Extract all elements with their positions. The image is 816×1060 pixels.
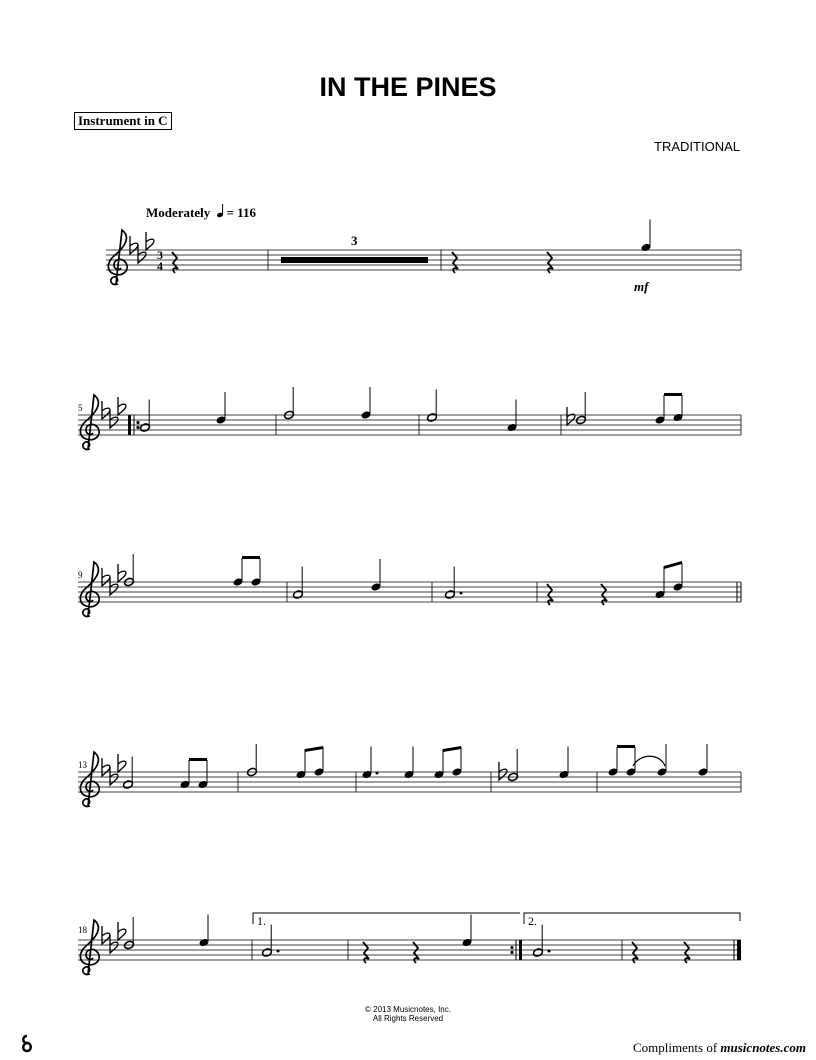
dotted-half-note [532, 925, 550, 958]
note [426, 390, 437, 423]
eighth-note-pair [433, 746, 462, 779]
svg-text:4: 4 [157, 259, 163, 273]
svg-text:1.: 1. [257, 914, 266, 928]
key-signature [102, 564, 126, 595]
note [558, 747, 569, 780]
eighth-note-pair [179, 758, 208, 789]
measure-number: 5 [78, 403, 83, 413]
key-signature [102, 754, 126, 785]
tempo-value: = 116 [226, 205, 256, 220]
measure-number: 9 [78, 570, 83, 580]
first-ending [253, 913, 520, 928]
staff-system-5 [78, 913, 741, 974]
measure-number: 18 [78, 925, 87, 935]
note [215, 392, 226, 425]
note [292, 567, 303, 600]
staff-system-1 [106, 220, 741, 295]
note [697, 744, 708, 777]
treble-clef-icon [80, 562, 99, 616]
musicnotes-logo-icon [20, 1034, 34, 1060]
treble-clef-icon [108, 230, 127, 284]
copyright-line-2: All Rights Reserved [372, 1014, 444, 1023]
eighth-note-pair [295, 746, 324, 779]
staff-system-4 [78, 744, 741, 806]
key-signature [102, 922, 126, 953]
dotted-eighth-note [361, 747, 378, 780]
note [360, 387, 371, 420]
eighth-note-pair [654, 561, 683, 599]
note [461, 915, 472, 948]
note [506, 400, 517, 433]
svg-text:3: 3 [157, 248, 163, 262]
note [198, 915, 209, 948]
staff-system-2 [78, 387, 741, 449]
multirest-count: 3 [351, 233, 358, 248]
copyright [0, 1005, 816, 1023]
tempo-text: Moderately [146, 205, 211, 220]
dotted-half-note [444, 567, 462, 600]
dynamic-marking: mf [634, 279, 649, 294]
site-link[interactable]: musicnotes.com [720, 1040, 806, 1055]
note [370, 559, 381, 592]
time-signature [157, 248, 163, 273]
multimeasure-rest [281, 257, 428, 263]
staff-system-3 [78, 554, 741, 616]
note [403, 747, 414, 780]
copyright-line-1: © 2013 Musicnotes, Inc. [365, 1005, 451, 1014]
key-signature [130, 232, 154, 263]
svg-text:2.: 2. [528, 914, 537, 928]
instrument-label: Instrument in C [74, 112, 172, 130]
note [640, 220, 651, 253]
compliments-line [633, 1040, 806, 1056]
note [139, 400, 150, 433]
tie [633, 756, 665, 766]
sheet-title: IN THE PINES [319, 72, 497, 102]
composer: TRADITIONAL [654, 139, 740, 154]
compliments-prefix: Compliments of [633, 1040, 721, 1055]
flat-icon [567, 407, 575, 425]
second-ending [524, 913, 740, 928]
dotted-half-note [261, 925, 279, 958]
treble-clef-icon [80, 395, 99, 449]
key-signature [102, 397, 126, 428]
measure-number: 13 [78, 760, 87, 770]
